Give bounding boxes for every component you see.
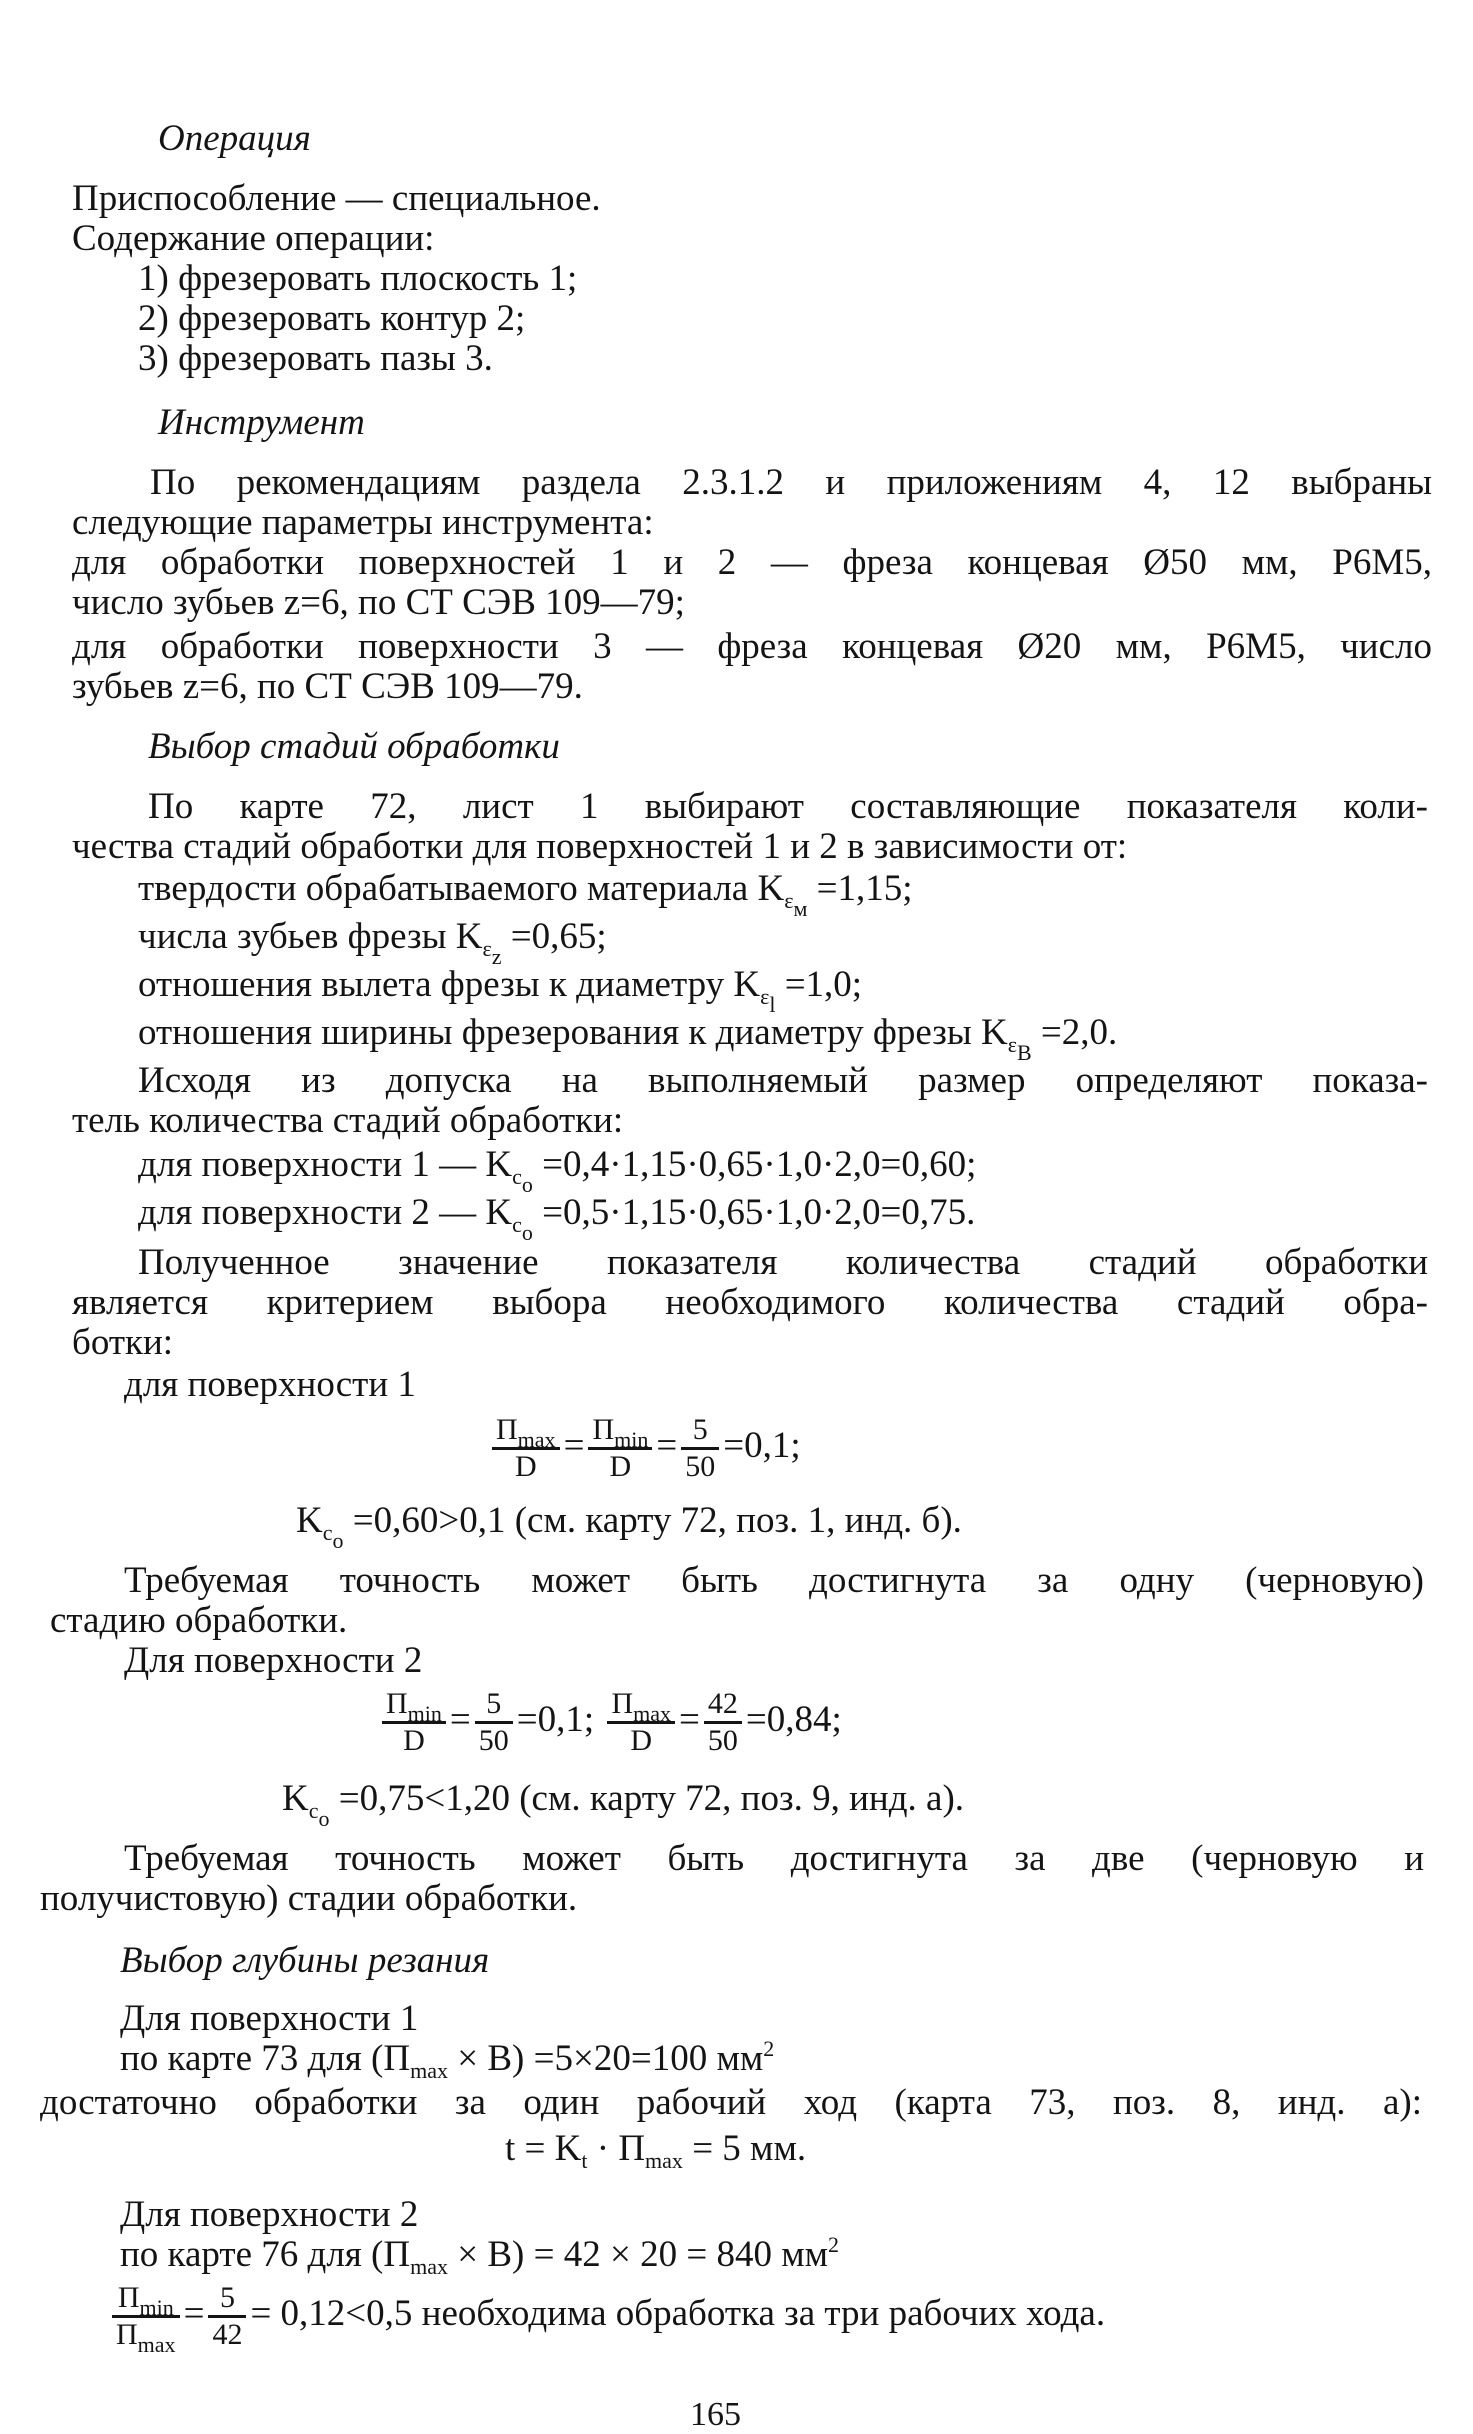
factor-hardness: твердости обрабатываемого материала $K_{\varepsilon_м} =1,15$;	[138, 868, 913, 921]
content-label: Содержание операции:	[72, 218, 435, 259]
tool-p2-line2: число зубьев z=6, по СТ СЭВ 109—79;	[72, 582, 685, 623]
t-equation: $t = K_t \cdot П_{max} = 5$ мм.	[505, 2128, 807, 2173]
k-surface2: $K_{c_o} =0,75<1,20$ (см. карту 72, поз. 9, инд. а).	[282, 1778, 965, 1831]
equation-2: $\frac{П_{min}}{D}$ = $\frac{5}{50}$ =0,1; $\frac{П_{max}}{D}$ = $\frac{42}{50}$ =0,84;	[378, 1678, 842, 1762]
factor-width: отношения ширины фрезерования к диаметру фрезы $K_{\varepsilon_B} =2,0$.	[138, 1012, 1118, 1065]
for-surface1: для поверхности 1	[124, 1364, 416, 1405]
required-2-line1: Требуемая точность может быть достигнута за две (черновую и	[124, 1838, 1424, 1879]
fixture-line: Приспособление — специальное.	[72, 178, 601, 219]
k-surface1: $K_{c_o} =0,60>0,1$ (см. карту 72, поз. 1, инд. б).	[296, 1500, 962, 1553]
required-2-line2: получистовую) стадии обработки.	[40, 1878, 578, 1919]
step-1: 1) фрезеровать плоскость 1;	[138, 258, 578, 299]
obtained-line3: ботки:	[72, 1322, 174, 1363]
depth-surface2-card: по карте 76 для $(П_{max} \times B) = 42 \times 20 = 840$ $мм^2$	[120, 2232, 840, 2279]
tolerance-line2: тель количества стадий обработки:	[72, 1100, 624, 1141]
page-number: 165	[690, 2396, 741, 2433]
required-1-line1: Требуемая точность может быть достигнута за одну (черновую)	[124, 1560, 1424, 1601]
tool-p3-line1: для обработки поверхности 3 — фреза концевая Ø20 мм, Р6М5, число	[72, 626, 1432, 667]
tool-p2-line1: для обработки поверхностей 1 и 2 — фреза концевая Ø50 мм, Р6М5,	[72, 542, 1432, 583]
factor-overhang: отношения вылета фрезы к диаметру $K_{\varepsilon_l} =1,0$;	[138, 964, 863, 1017]
stages-p1-line1: По карте 72, лист 1 выбирают составляющие показателя коли-	[148, 786, 1428, 827]
surface2-calc: для поверхности 2 — $K_{c_o} =0,5\cdot 1,15\cdot 0,65\cdot 1,0\cdot 2,0=0,75$.	[138, 1192, 976, 1245]
step-3: 3) фрезеровать пазы 3.	[138, 338, 493, 379]
factor-teeth: числа зубьев фрезы $K_{\varepsilon_z} =0,65$;	[138, 916, 607, 969]
stages-heading: Выбор стадий обработки	[148, 726, 560, 767]
equation-1: $\frac{П_{max}}{D}$ = $\frac{П_{min}}{D}$ = $\frac{5}{50}$ =0,1;	[488, 1404, 801, 1488]
obtained-line1: Полученное значение показателя количества стадий обработки	[138, 1242, 1428, 1283]
operation-heading: Операция	[158, 118, 311, 159]
tool-p1-line2: следующие параметры инструмента:	[72, 502, 654, 543]
tool-p3-line2: зубьев z=6, по СТ СЭВ 109—79.	[72, 666, 583, 707]
depth-surface2: Для поверхности 2	[120, 2194, 419, 2235]
last-equation: $\frac{П_{min}}{П_{max}}$ = $\frac{5}{42}$ = 0,12<0,5 необходима обработка за три рабочих хода.	[112, 2272, 1105, 2356]
obtained-line2: является критерием выбора необходимого количества стадий обра-	[72, 1282, 1428, 1323]
tool-heading: Инструмент	[158, 402, 365, 443]
required-1-line2: стадию обработки.	[50, 1600, 348, 1641]
surface1-calc: для поверхности 1 — $K_{c_o} =0,4\cdot 1,15\cdot 0,65\cdot 1,0\cdot 2,0=0,60$;	[138, 1144, 977, 1197]
depth-surface1-card: по карте 73 для $(П_{max} \times B) =5\times 20=100$ $мм^2$	[120, 2036, 775, 2083]
depth-surface1-enough: достаточно обработки за один рабочий ход (карта 73, поз. 8, инд. а):	[40, 2082, 1422, 2123]
depth-surface1: Для поверхности 1	[120, 1998, 419, 2039]
depth-heading: Выбор глубины резания	[120, 1940, 490, 1981]
tolerance-line1: Исходя из допуска на выполняемый размер определяют показа-	[138, 1060, 1428, 1101]
tool-p1-line1: По рекомендациям раздела 2.3.1.2 и приложениям 4, 12 выбраны	[150, 462, 1432, 503]
step-2: 2) фрезеровать контур 2;	[138, 298, 526, 339]
for-surface2: Для поверхности 2	[124, 1640, 423, 1681]
stages-p1-line2: чества стадий обработки для поверхностей 1 и 2 в зависимости от:	[72, 826, 1128, 867]
